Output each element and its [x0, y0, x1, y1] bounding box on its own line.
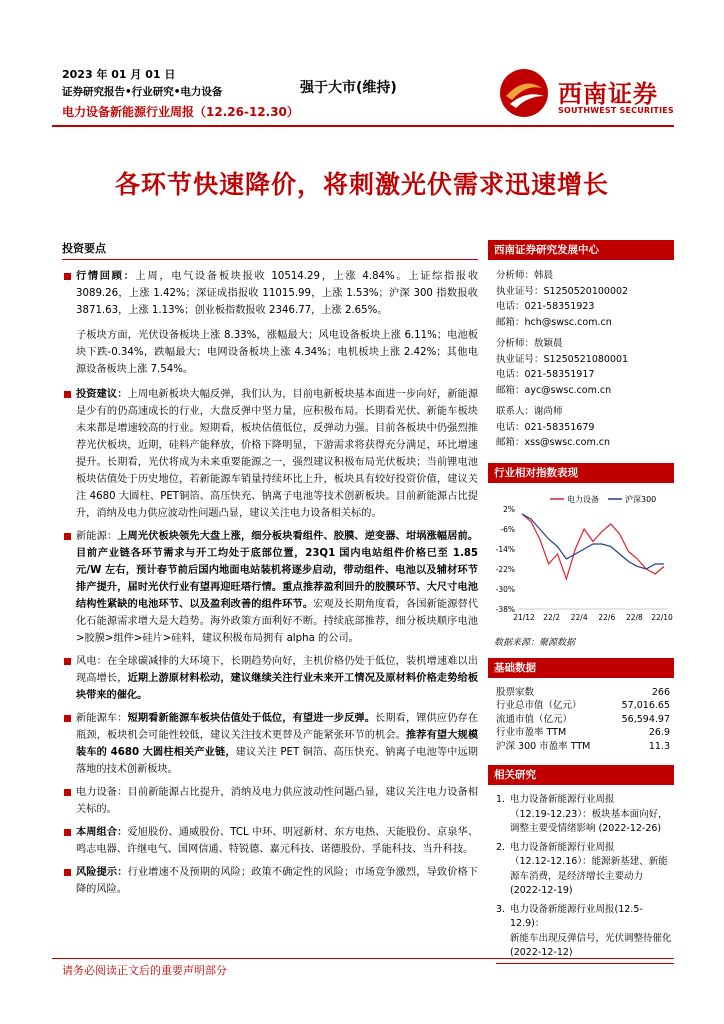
relative-index-chart [488, 491, 674, 631]
sidebar [488, 240, 674, 964]
basic-row [488, 740, 674, 754]
portfolio-text: 爱旭股份、通威股份、TCL 中环、明冠新材、东方电热、天能股份、京泉华、鸣志电器、许继电气、国网信通、特锐德、嘉元科技、诺德股份、孚能科技、当升科技。 [76, 827, 479, 855]
basic-data-title: 基础数据 [488, 658, 674, 678]
x-tick-label: 22/6 [598, 612, 616, 622]
related-item[interactable] [496, 841, 674, 899]
related-item[interactable] [496, 903, 674, 961]
x-tick-label: 22/2 [543, 612, 561, 622]
report-name: 电力设备新能源行业周报（12.26-12.30） [62, 105, 299, 119]
related-research-list [488, 793, 674, 964]
report-title: 各环节快速降价，将刺激光伏需求迅速增长 [114, 170, 609, 199]
analyst-phone: 电话：021-58351917 [496, 369, 595, 380]
basic-value: 266 [651, 686, 670, 698]
investment-text: 上周电新板块大幅反弹，我们认为，目前电新板块基本面进一步向好，新能源是少有的仍高速成长的行业，大盘反弹中坚力量，应积极布局。长期看光伏、新能车板块未来都是增速较高的行业。短期看，板块估值低位，反弹动力强。目前各板块中仍强烈推荐光伏板块，近期，硅料产能释放，价格下降明显，下游需求将获得充分满足，环比增速提升。长期看，光伏将成为未来重要能源之一，强烈建议积极布局光伏板块；当前锂电池板块估值处于历史地位，若新能源车销量持续环比上升，板块具有较好投资价值，建议关注 4680 大圆柱、PET铜箔、高压快充、钠离子电池等技术创新板块。目前新能源占比提升，消纳及电力供应波动性问题凸显，建议关注电力设备相关标的。 [76, 389, 479, 519]
x-tick-label: 21/12 [513, 612, 535, 622]
investment-label: 投资建议： [76, 389, 128, 400]
related-line: 调整主要受情绪影响 (2022-12-26) [510, 823, 662, 834]
ev-normal-1: 长期看，锂供应仍存在瓶颈，板块机会可能性较低，建议关注技术更替及产能紧张环节的机会。 [76, 713, 479, 741]
x-tick-label: 22/4 [570, 612, 588, 622]
legend-label: 电力设备 [567, 494, 599, 504]
basic-key: 沪深 300 市盈率 TTM [496, 740, 591, 752]
contact-email[interactable]: 邮箱：xss@swsc.com.cn [496, 437, 610, 448]
basic-row [488, 699, 674, 713]
logo-english: SOUTHWEST SECURITIES [558, 106, 674, 115]
related-line: (2022-12-12) [510, 947, 573, 958]
y-tick-label: -14% [495, 544, 515, 554]
basic-row [488, 726, 674, 740]
industry-rating: 强于大市(维持) [300, 80, 397, 96]
portfolio-label: 本周组合： [76, 827, 128, 838]
related-number: 3. [496, 903, 506, 915]
y-tick-label: -6% [500, 524, 515, 534]
contact-phone: 电话：021-58351679 [496, 421, 595, 433]
ev-normal-2: 建议关注 PET 铜箔、高压快充、钠离子电池等中远期落地的技术创新板块。 [76, 747, 478, 775]
series-line [522, 514, 664, 579]
basic-key: 行业总市值（亿元） [496, 700, 582, 711]
research-center-title: 西南证券研究发展中心 [488, 240, 674, 260]
analyst-phone: 电话：021-58351923 [496, 301, 595, 312]
report-date: 2023 年 01 月 01 日 [62, 68, 176, 81]
risk-text: 行业增速不及预期的风险；政策不确定性的风险；市场竞争激烈，导致价格下降的风险。 [76, 867, 479, 895]
y-tick-label: -30% [495, 584, 515, 594]
basic-value: 56,594.97 [621, 713, 670, 725]
ev-bold-2: 推荐有望大规模装车的 4680 大圆柱相关产业链， [76, 730, 479, 758]
legend-label: 沪深300 [625, 494, 657, 504]
portfolio-section [62, 824, 478, 858]
header-divider [52, 125, 674, 127]
power-lead: 电力设备： [76, 787, 128, 798]
related-line: 新能车出现反弹信号，光伏调整待催化 [510, 932, 672, 944]
analyst-1 [488, 268, 674, 330]
power-section [62, 784, 478, 818]
basic-key: 行业市盈率 TTM [496, 727, 567, 738]
related-line: 电力设备新能源行业周报(12.5-12.9)： [510, 903, 643, 929]
y-tick-label: -38% [495, 604, 515, 614]
x-tick-label: 22/8 [625, 612, 643, 622]
analyst-cert: 执业证号：S1250520100002 [496, 285, 629, 297]
basic-row [488, 686, 674, 700]
related-item[interactable] [496, 793, 674, 837]
report-type: 证券研究报告•行业研究•电力设备 [62, 86, 223, 98]
related-divider [496, 963, 674, 964]
basic-value: 26.9 [648, 727, 670, 738]
related-line: 电力设备新能源行业周报 [510, 794, 615, 805]
analyst-name: 分析师：韩晨 [496, 270, 554, 281]
risk-label: 风险提示： [76, 867, 128, 878]
section-title: 投资要点 [62, 240, 478, 260]
related-line: （12.19-12.23）：板块基本面向好， [510, 808, 668, 820]
related-line: 源车消费，是经济增长主要动力 [510, 870, 644, 882]
analyst-email[interactable]: 邮箱：ayc@swsc.com.cn [496, 384, 612, 396]
related-research-title: 相关研究 [488, 765, 674, 785]
basic-key: 股票家数 [496, 686, 535, 698]
contact-name: 联系人：谢尚师 [496, 406, 563, 417]
market-review-text: 上周，电气设备板块报收 10514.29，上涨 4.84%。上证综指报收 3089.26，上涨 1.42%；深证成指报收 11015.99，上涨 1.53%；沪深 300 指数报收 3871.63，上涨 1.13%；创业板指数报收 2346.77，上涨 2.65%。 [76, 271, 479, 316]
basic-value: 57,016.65 [621, 700, 670, 711]
x-tick-label: 22/10 [651, 612, 673, 622]
basic-value: 11.3 [648, 740, 670, 752]
logo-name: 西南证券 [558, 79, 658, 108]
ev-bold: 短期看新能源车板块估值处于低位，有望进一步反弹。 [127, 713, 376, 724]
sub-sector-review: 子板块方面，光伏设备板块上涨 8.33%，涨幅最大；风电设备板块上涨 6.11%；电池板块下跌-0.34%，跌幅最大；电网设备板块上涨 4.34%；电机板块上涨 2.42%；其他电源设备板块上涨 7.54%。 [76, 330, 478, 375]
pv-section [62, 528, 478, 647]
related-line: （12.12-12.16）：能源新基建、新能 [510, 856, 668, 867]
related-line: (2022-12-19) [510, 885, 573, 896]
related-number: 1. [496, 794, 506, 805]
y-tick-label: 2% [503, 504, 515, 514]
market-review-label: 行情回顾： [76, 271, 136, 282]
index-chart-title: 行业相对指数表现 [488, 463, 674, 483]
contact-person [488, 404, 674, 451]
chart-data-source: 数据来源：聚源数据 [494, 637, 576, 648]
basic-row [488, 713, 674, 727]
basic-key: 流通市值（亿元） [496, 713, 573, 725]
footer-divider [52, 958, 674, 959]
basic-data-table [488, 686, 674, 754]
relative-index-svg [488, 491, 674, 631]
pv-lead: 新能源： [76, 531, 118, 542]
market-review [62, 268, 478, 319]
analyst-name: 分析师：敖颖晨 [496, 338, 563, 349]
risk-section [62, 864, 478, 898]
analyst-email[interactable]: 邮箱：hch@swsc.com.cn [496, 316, 612, 328]
related-line: 电力设备新能源行业周报 [510, 841, 615, 853]
footer-disclaimer: 请务必阅读正文后的重要声明部分 [62, 964, 227, 977]
investment-advice [62, 386, 478, 522]
wind-normal: 在全球碳减排的大环境下，长期趋势向好，主机价格仍处于低位，装机增速难以出现高增长， [76, 656, 479, 684]
pv-bold: 上周光伏板块领先大盘上涨，细分板块看组件、胶膜、逆变器、坩埚涨幅居前。目前产业链各环节需求与开工均处于底部位置，23Q1 国内电站组件价格已至 1.85元/W 左右，预计春节前后国内地面电站装机将逐步启动，带动组件、电池以及辅材环节排产提升，届时光伏行业有望再迎旺塔行情。重点推荐盈利回升的胶膜环节、大尺寸电池结构性紧缺的电池环节、以及盈利改善的组件环节。 [76, 531, 479, 610]
wind-bold: 近期上游原材料松动，建议继续关注行业未来开工情况及原材料价格走势给板块带来的催化。 [76, 673, 479, 701]
wind-lead: 风电： [76, 656, 107, 667]
power-text: 目前新能源占比提升，消纳及电力供应波动性问题凸显，建议关注电力设备相关标的。 [76, 787, 479, 815]
logo-mark-icon [496, 66, 552, 120]
wind-section [62, 653, 478, 704]
analyst-cert: 执业证号：S1250521080001 [496, 353, 629, 365]
y-tick-label: -22% [495, 564, 515, 574]
ev-lead: 新能源车： [76, 713, 128, 724]
analyst-2 [488, 336, 674, 398]
related-number: 2. [496, 841, 506, 853]
ev-section [62, 710, 478, 778]
pv-normal: 宏观及长期角度看，各国新能源替代化石能源需求增大是大趋势。海外政策方面利好不断。持续底部推荐，细分板块顺序电池>胶膜>组件>硅片>硅料，建议积极布局拥有 alpha 的公司。 [76, 599, 479, 644]
investment-highlights [62, 240, 478, 901]
